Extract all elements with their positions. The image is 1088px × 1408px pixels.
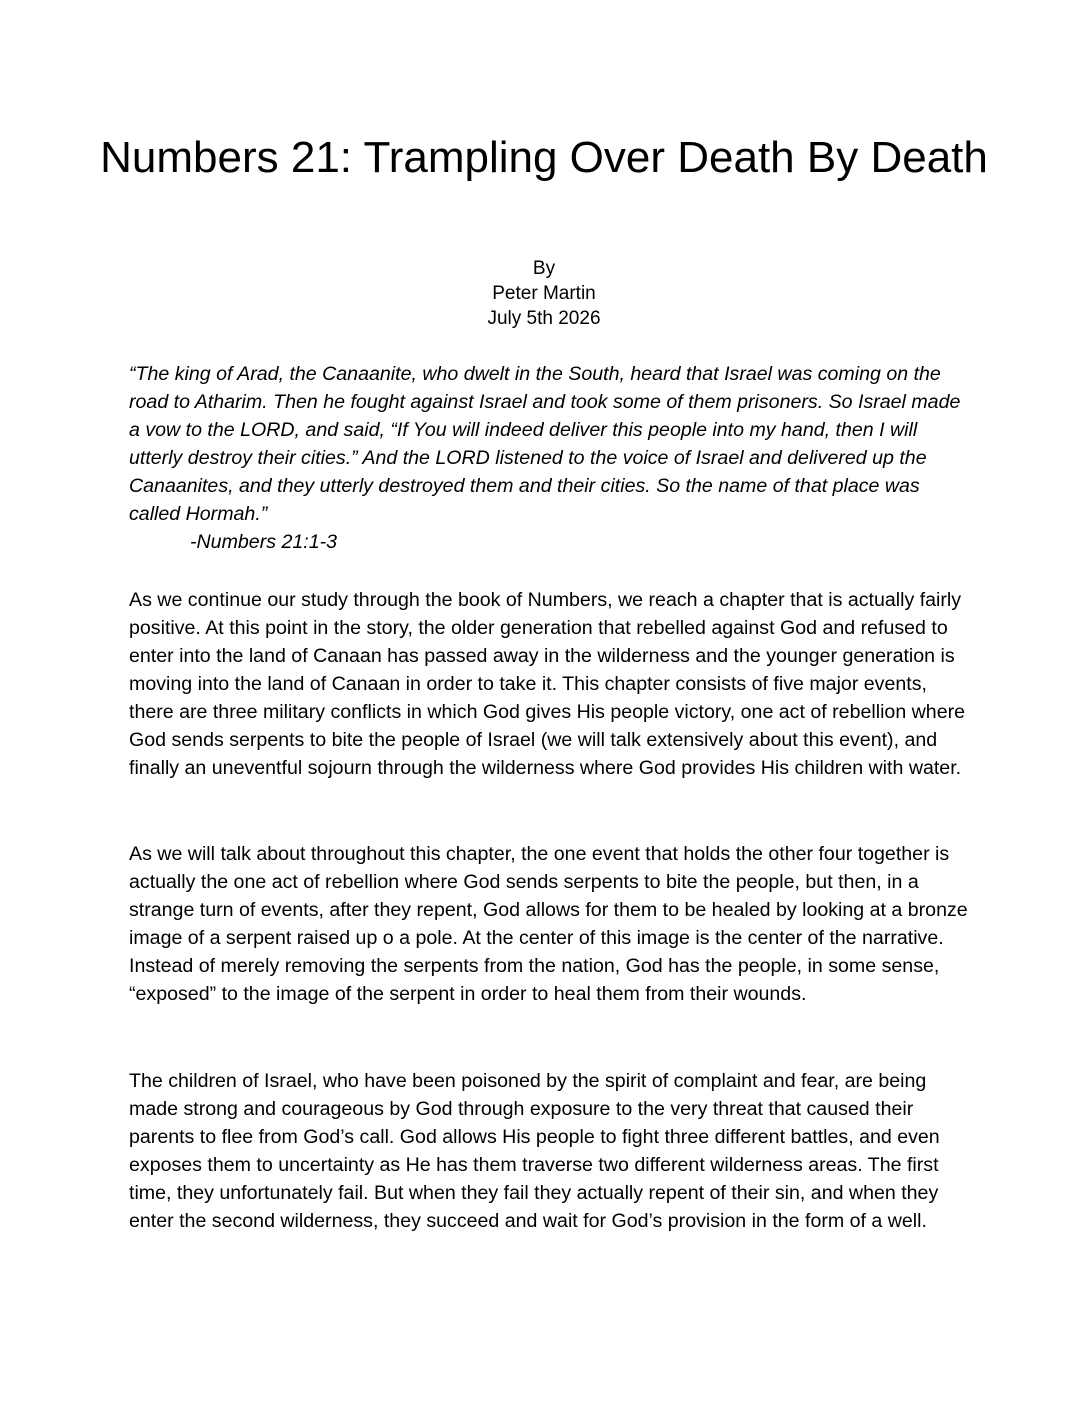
byline-by: By [532, 258, 556, 279]
scripture-reference: -Numbers 21:1-3 [190, 531, 338, 553]
scripture-quote: “The king of Arad, the Canaanite, who dwelt in the South, heard that Israel was coming on the road to Atharim. Then he fought against Israel and took some of them prisoners. So Israel made a vow to the LORD, and said, “If You will indeed deliver this people into my hand, then I will utterly destroy their cities.” And the LORD listened to the voice of Israel and delivered up the Canaanites, and they utterly destroyed them and their cities. So the name of that place was called Hormah.” [129, 363, 961, 525]
document-title: Numbers 21: Trampling Over Death By Death [100, 133, 988, 182]
body-paragraph-1: As we continue our study through the book of Numbers, we reach a chapter that is actually fairly positive. At this point in the story, the older generation that rebelled against God and refused to enter into the land of Canaan has passed away in the wilderness and the younger generation is moving into the land of Canaan in order to take it. This chapter consists of five major events, there are three military conflicts in which God gives His people victory, one act of rebellion where God sends serpents to bite the people of Israel (we will talk extensively about this event), and finally an uneventful sojourn through the wilderness where God provides His children with water. [129, 589, 966, 779]
byline [100, 256, 988, 331]
publish-date: July 5th 2026 [487, 308, 601, 329]
body-paragraph-3: The children of Israel, who have been poisoned by the spirit of complaint and fear, are being made strong and courageous by God through exposure to the very threat that caused their parents to flee from God’s call. God allows His people to fight three different battles, and even exposes them to uncertainty as He has them traverse two different wilderness areas. The first time, they unfortunately fail. But when they fail they actually repent of their sin, and when they enter the second wilderness, they succeed and wait for God’s provision in the form of a well. [129, 1070, 940, 1232]
author-name: Peter Martin [492, 283, 596, 304]
body-paragraph-2: As we will talk about throughout this chapter, the one event that holds the other four together is actually the one act of rebellion where God sends serpents to bite the people, but then, in a strange turn of events, after they repent, God allows for them to be healed by looking at a bronze image of a serpent raised up o a pole. At the center of this image is the center of the narrative. Instead of merely removing the serpents from the nation, God has the people, in some sense, “exposed” to the image of the serpent in order to heal them from their wounds. [129, 843, 968, 1005]
